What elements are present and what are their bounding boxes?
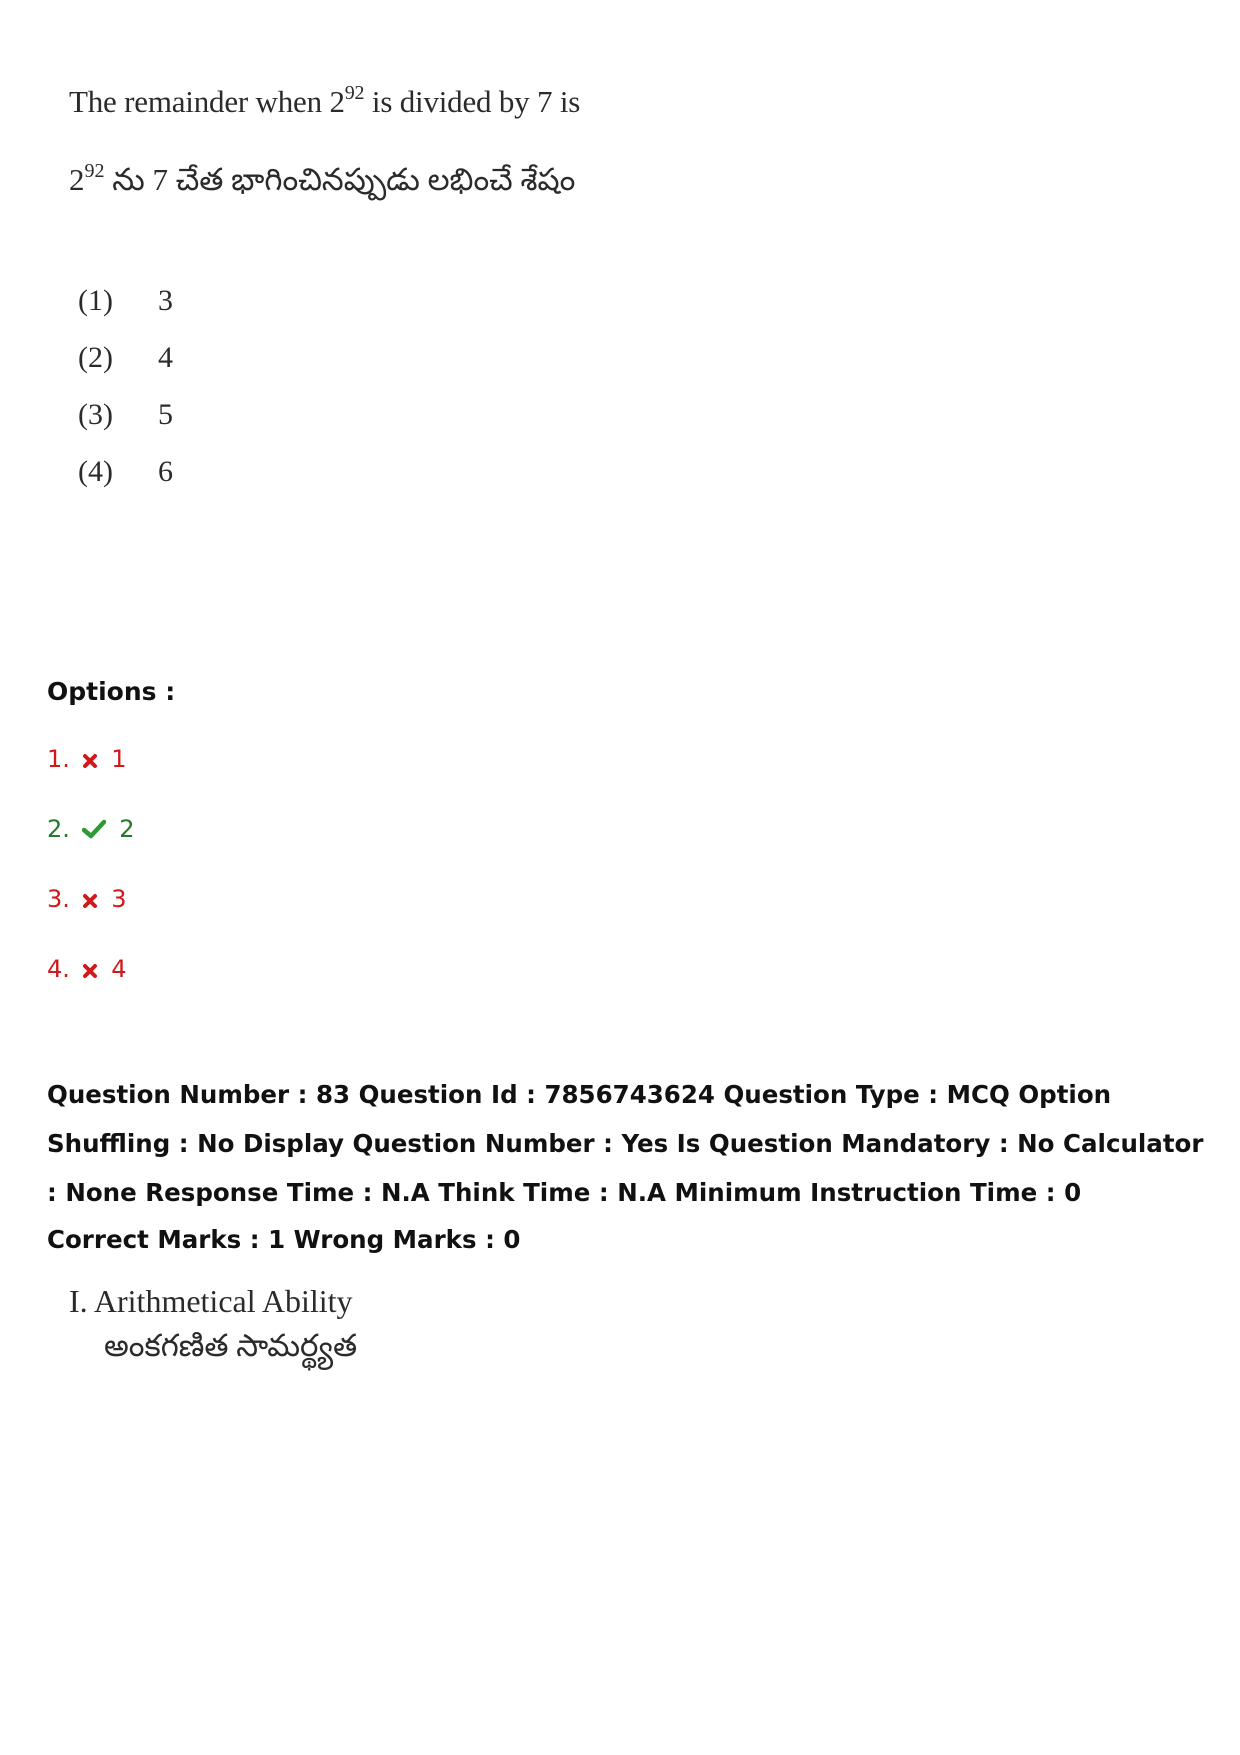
question-suffix: is divided by 7 is (364, 84, 581, 119)
cross-icon (82, 753, 98, 769)
telugu-exponent: 92 (84, 160, 105, 182)
check-icon (82, 819, 106, 839)
choice-4 (78, 455, 173, 489)
option-4 (47, 955, 126, 983)
choice-3 (78, 398, 173, 432)
option-1 (47, 745, 126, 773)
cross-icon (82, 893, 98, 909)
section-title-english: I. Arithmetical Ability (69, 1283, 353, 1319)
choice-2 (78, 341, 173, 375)
telugu-suffix: ను 7 చేత భాగించినప్పుడు లభించే శేషం (104, 162, 576, 197)
choice-value: 4 (158, 341, 173, 374)
choice-value: 6 (158, 455, 173, 488)
choice-label: (2) (78, 341, 113, 374)
question-metadata: Question Number : 83 Question Id : 7856743624 Question Type : MCQ Option Shuffling : No Display Question Number : Yes Is Question Mandatory : No Calculator : None Response Time : N.A Think Time : N.A Minimum Instruction Time : 0 (47, 1080, 1204, 1207)
question-exponent: 92 (344, 82, 365, 104)
question-prefix: The remainder when 2 (69, 84, 345, 119)
option-2 (47, 815, 134, 843)
option-index: 4. (47, 955, 70, 983)
telugu-base: 2 (69, 162, 85, 197)
choice-label: (4) (78, 455, 113, 488)
marks-info: Correct Marks : 1 Wrong Marks : 0 (47, 1225, 521, 1254)
cross-icon (82, 963, 98, 979)
option-3 (47, 885, 126, 913)
choice-label: (1) (78, 284, 113, 317)
choice-label: (3) (78, 398, 113, 431)
option-index: 3. (47, 885, 70, 913)
option-index: 2. (47, 815, 70, 843)
option-value: 2 (119, 815, 135, 843)
option-value: 4 (111, 955, 127, 983)
choice-1 (78, 284, 173, 318)
choice-value: 3 (158, 284, 173, 317)
options-heading: Options : (47, 677, 176, 706)
option-value: 1 (111, 745, 127, 773)
question-text-english (69, 82, 580, 120)
question-text-telugu (69, 160, 575, 205)
choice-value: 5 (158, 398, 173, 431)
option-index: 1. (47, 745, 70, 773)
section-title-telugu: అంకగణిత సామర్థ్యత (104, 1328, 358, 1363)
option-value: 3 (111, 885, 127, 913)
